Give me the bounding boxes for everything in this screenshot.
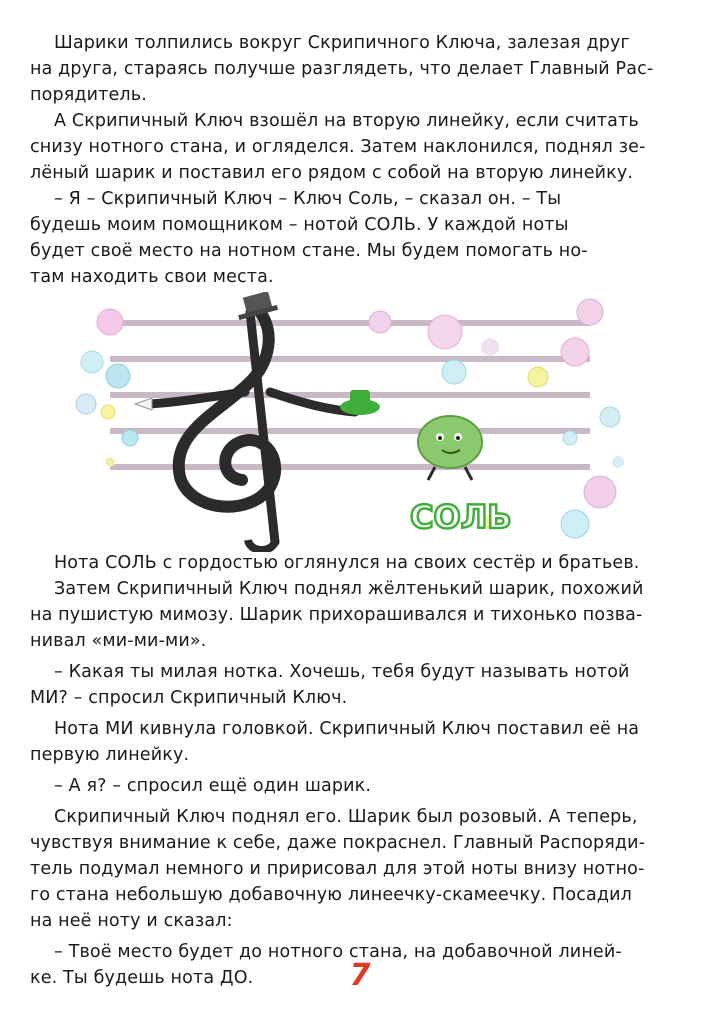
- text-line: го стана небольшую добавочную линеечку-скамеечку. Посадил: [30, 885, 632, 905]
- text-line: – Твоё место будет до нотного стана, на добавочной линей-: [54, 942, 622, 962]
- text-line: Нота МИ кивнула головкой. Скрипичный Ключ поставил её на: [54, 719, 640, 739]
- text-line: на пушистую мимозу. Шарик прихорашивался и тихонько позва-: [30, 605, 643, 625]
- text-line: первую линейку.: [30, 745, 190, 765]
- text-line: на неё ноту и сказал:: [30, 911, 233, 931]
- treble-clef-illustration: [70, 292, 650, 552]
- text-line: Шарики толпились вокруг Скрипичного Ключа, залезая друг: [54, 33, 630, 53]
- text-line: Нота СОЛЬ с гордостью оглянулся на своих сестёр и братьев.: [54, 553, 640, 573]
- text-line: чувствуя внимание к себе, даже покраснел. Главный Распоряди-: [30, 833, 646, 853]
- treble-clef-character: [135, 292, 380, 550]
- text-line: – Я – Скрипичный Ключ – Ключ Соль, – сказал он. – Ты: [54, 189, 562, 209]
- text-line: нивал «ми-ми-ми».: [30, 631, 207, 651]
- bubbles: [76, 299, 624, 538]
- text-line: Затем Скрипичный Ключ поднял жёлтенький шарик, похожий: [54, 579, 644, 599]
- text-line: – А я? – спросил ещё один шарик.: [54, 776, 372, 796]
- text-line: будешь моим помощником – нотой СОЛЬ. У каждой ноты: [30, 215, 569, 235]
- text-line: там находить свои места.: [30, 267, 274, 287]
- text-line: А Скрипичный Ключ взошёл на вторую линейку, если считать: [54, 111, 639, 131]
- text-line: на друга, стараясь получше разглядеть, что делает Главный Рас-: [30, 59, 654, 79]
- text-line: порядитель.: [30, 85, 147, 105]
- text-line: – Какая ты милая нотка. Хочешь, тебя будут называть нотой: [54, 662, 630, 682]
- paragraph-top: [30, 30, 690, 290]
- paragraph-bottom: [30, 550, 690, 991]
- text-line: лёный шарик и поставил его рядом с собой на вторую линейку.: [30, 163, 634, 183]
- text-line: будет своё место на нотном стане. Мы будем помогать но-: [30, 241, 588, 261]
- text-line: снизу нотного стана, и огляделся. Затем наклонился, поднял зе-: [30, 137, 646, 157]
- text-line: МИ? – спросил Скрипичный Ключ.: [30, 688, 348, 708]
- page-number: 7: [349, 958, 371, 993]
- green-note-ball: [418, 416, 482, 480]
- note-label-sol: СОЛЬ: [410, 498, 512, 536]
- text-line: ке. Ты будешь нота ДО.: [30, 968, 254, 988]
- text-line: Скрипичный Ключ поднял его. Шарик был розовый. А теперь,: [54, 807, 638, 827]
- text-line: тель подумал немного и пририсовал для этой ноты внизу нотно-: [30, 859, 645, 879]
